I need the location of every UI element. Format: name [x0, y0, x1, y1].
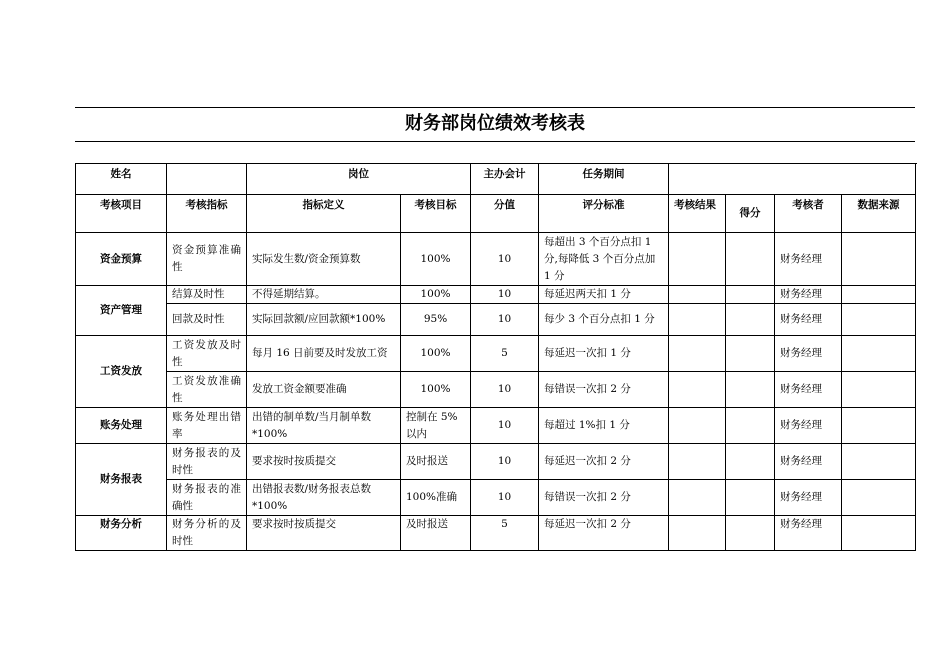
- source-cell: [842, 372, 916, 408]
- score-cell[interactable]: [726, 304, 775, 336]
- source-cell: [842, 408, 916, 444]
- definition-cell: 实际发生数/资金预算数: [247, 233, 401, 286]
- table-row: [76, 233, 916, 286]
- name-value[interactable]: [167, 164, 247, 195]
- target-cell: 100%: [401, 372, 471, 408]
- header-row: [76, 195, 916, 233]
- header-score-value: 分值: [471, 195, 539, 233]
- indicator-cell: 工资发放及时性: [167, 336, 247, 372]
- source-cell: [842, 233, 916, 286]
- category-cell: 工资发放: [76, 336, 167, 408]
- result-cell[interactable]: [669, 372, 726, 408]
- standard-cell: 每超出 3 个百分点扣 1 分,每降低 3 个百分点加 1 分: [539, 233, 669, 286]
- target-cell: 及时报送: [401, 516, 471, 551]
- header-score: 得分: [726, 195, 775, 233]
- target-cell: 100%准确: [401, 480, 471, 516]
- info-row: [76, 164, 916, 195]
- value-cell: 10: [471, 444, 539, 480]
- header-indicator: 考核指标: [167, 195, 247, 233]
- category-cell: 财务分析: [76, 516, 167, 551]
- source-cell: [842, 480, 916, 516]
- target-cell: 100%: [401, 286, 471, 304]
- score-cell[interactable]: [726, 372, 775, 408]
- standard-cell: 每延迟一次扣 2 分: [539, 444, 669, 480]
- assessor-cell: 财务经理: [775, 408, 842, 444]
- header-assessor: 考核者: [775, 195, 842, 233]
- header-definition: 指标定义: [247, 195, 401, 233]
- score-cell[interactable]: [726, 233, 775, 286]
- value-cell: 5: [471, 336, 539, 372]
- value-cell: 10: [471, 233, 539, 286]
- score-cell[interactable]: [726, 408, 775, 444]
- table-row: [76, 408, 916, 444]
- period-label: 任务期间: [539, 164, 669, 195]
- target-cell: 100%: [401, 233, 471, 286]
- result-cell[interactable]: [669, 480, 726, 516]
- post-label: 岗位: [247, 164, 471, 195]
- title-bottom-rule: [75, 141, 915, 142]
- indicator-cell: 资金预算准确性: [167, 233, 247, 286]
- value-cell: 10: [471, 372, 539, 408]
- score-cell[interactable]: [726, 444, 775, 480]
- result-cell[interactable]: [669, 408, 726, 444]
- value-cell: 5: [471, 516, 539, 551]
- category-cell: 财务报表: [76, 444, 167, 516]
- title-top-rule: [75, 107, 915, 108]
- definition-cell: 要求按时按质提交: [247, 516, 401, 551]
- indicator-cell: 结算及时性: [167, 286, 247, 304]
- page-title: 财务部岗位绩效考核表: [405, 113, 585, 134]
- indicator-cell: 财务报表的准确性: [167, 480, 247, 516]
- assessor-cell: 财务经理: [775, 286, 842, 304]
- result-cell[interactable]: [669, 336, 726, 372]
- standard-cell: 每超过 1%扣 1 分: [539, 408, 669, 444]
- standard-cell: 每错误一次扣 2 分: [539, 372, 669, 408]
- table-row: [76, 444, 916, 480]
- source-cell: [842, 336, 916, 372]
- source-cell: [842, 516, 916, 551]
- target-cell: 95%: [401, 304, 471, 336]
- name-label: 姓名: [76, 164, 167, 195]
- definition-cell: 每月 16 日前要及时发放工资: [247, 336, 401, 372]
- assessor-cell: 财务经理: [775, 516, 842, 551]
- assessor-cell: 财务经理: [775, 336, 842, 372]
- definition-cell: 出错报表数/财务报表总数*100%: [247, 480, 401, 516]
- table-row: [76, 304, 916, 336]
- source-cell: [842, 304, 916, 336]
- header-item: 考核项目: [76, 195, 167, 233]
- assessor-cell: 财务经理: [775, 304, 842, 336]
- result-cell[interactable]: [669, 286, 726, 304]
- value-cell: 10: [471, 480, 539, 516]
- score-cell[interactable]: [726, 516, 775, 551]
- assessor-cell: 财务经理: [775, 372, 842, 408]
- indicator-cell: 工资发放准确性: [167, 372, 247, 408]
- source-cell: [842, 444, 916, 480]
- indicator-cell: 账务处理出错率: [167, 408, 247, 444]
- result-cell[interactable]: [669, 233, 726, 286]
- score-cell[interactable]: [726, 286, 775, 304]
- result-cell[interactable]: [669, 516, 726, 551]
- value-cell: 10: [471, 304, 539, 336]
- indicator-cell: 回款及时性: [167, 304, 247, 336]
- assessor-cell: 财务经理: [775, 444, 842, 480]
- definition-cell: 实际回款额/应回款额*100%: [247, 304, 401, 336]
- indicator-cell: 财务分析的及时性: [167, 516, 247, 551]
- value-cell: 10: [471, 286, 539, 304]
- table-row: [76, 480, 916, 516]
- standard-cell: 每错误一次扣 2 分: [539, 480, 669, 516]
- assessor-cell: 财务经理: [775, 480, 842, 516]
- indicator-cell: 财务报表的及时性: [167, 444, 247, 480]
- standard-cell: 每延迟一次扣 2 分: [539, 516, 669, 551]
- category-cell: 资金预算: [76, 233, 167, 286]
- score-cell[interactable]: [726, 480, 775, 516]
- header-result: 考核结果: [669, 195, 726, 233]
- header-target: 考核目标: [401, 195, 471, 233]
- result-cell[interactable]: [669, 304, 726, 336]
- value-cell: 10: [471, 408, 539, 444]
- target-cell: 控制在 5%以内: [401, 408, 471, 444]
- target-cell: 100%: [401, 336, 471, 372]
- definition-cell: 出错的制单数/当月制单数*100%: [247, 408, 401, 444]
- period-value[interactable]: [669, 164, 916, 195]
- definition-cell: 发放工资金额要准确: [247, 372, 401, 408]
- assessor-cell: 财务经理: [775, 233, 842, 286]
- performance-table: [75, 163, 916, 551]
- header-standard: 评分标准: [539, 195, 669, 233]
- target-cell: 及时报送: [401, 444, 471, 480]
- table-row: [76, 516, 916, 551]
- standard-cell: 每少 3 个百分点扣 1 分: [539, 304, 669, 336]
- category-cell: 资产管理: [76, 286, 167, 336]
- post-value: 主办会计: [471, 164, 539, 195]
- definition-cell: 要求按时按质提交: [247, 444, 401, 480]
- category-cell: 账务处理: [76, 408, 167, 444]
- table-row: [76, 372, 916, 408]
- result-cell[interactable]: [669, 444, 726, 480]
- definition-cell: 不得延期结算。: [247, 286, 401, 304]
- score-cell[interactable]: [726, 336, 775, 372]
- table-row: [76, 286, 916, 304]
- standard-cell: 每延迟两天扣 1 分: [539, 286, 669, 304]
- source-cell: [842, 286, 916, 304]
- standard-cell: 每延迟一次扣 1 分: [539, 336, 669, 372]
- header-source: 数据来源: [842, 195, 916, 233]
- table-row: [76, 336, 916, 372]
